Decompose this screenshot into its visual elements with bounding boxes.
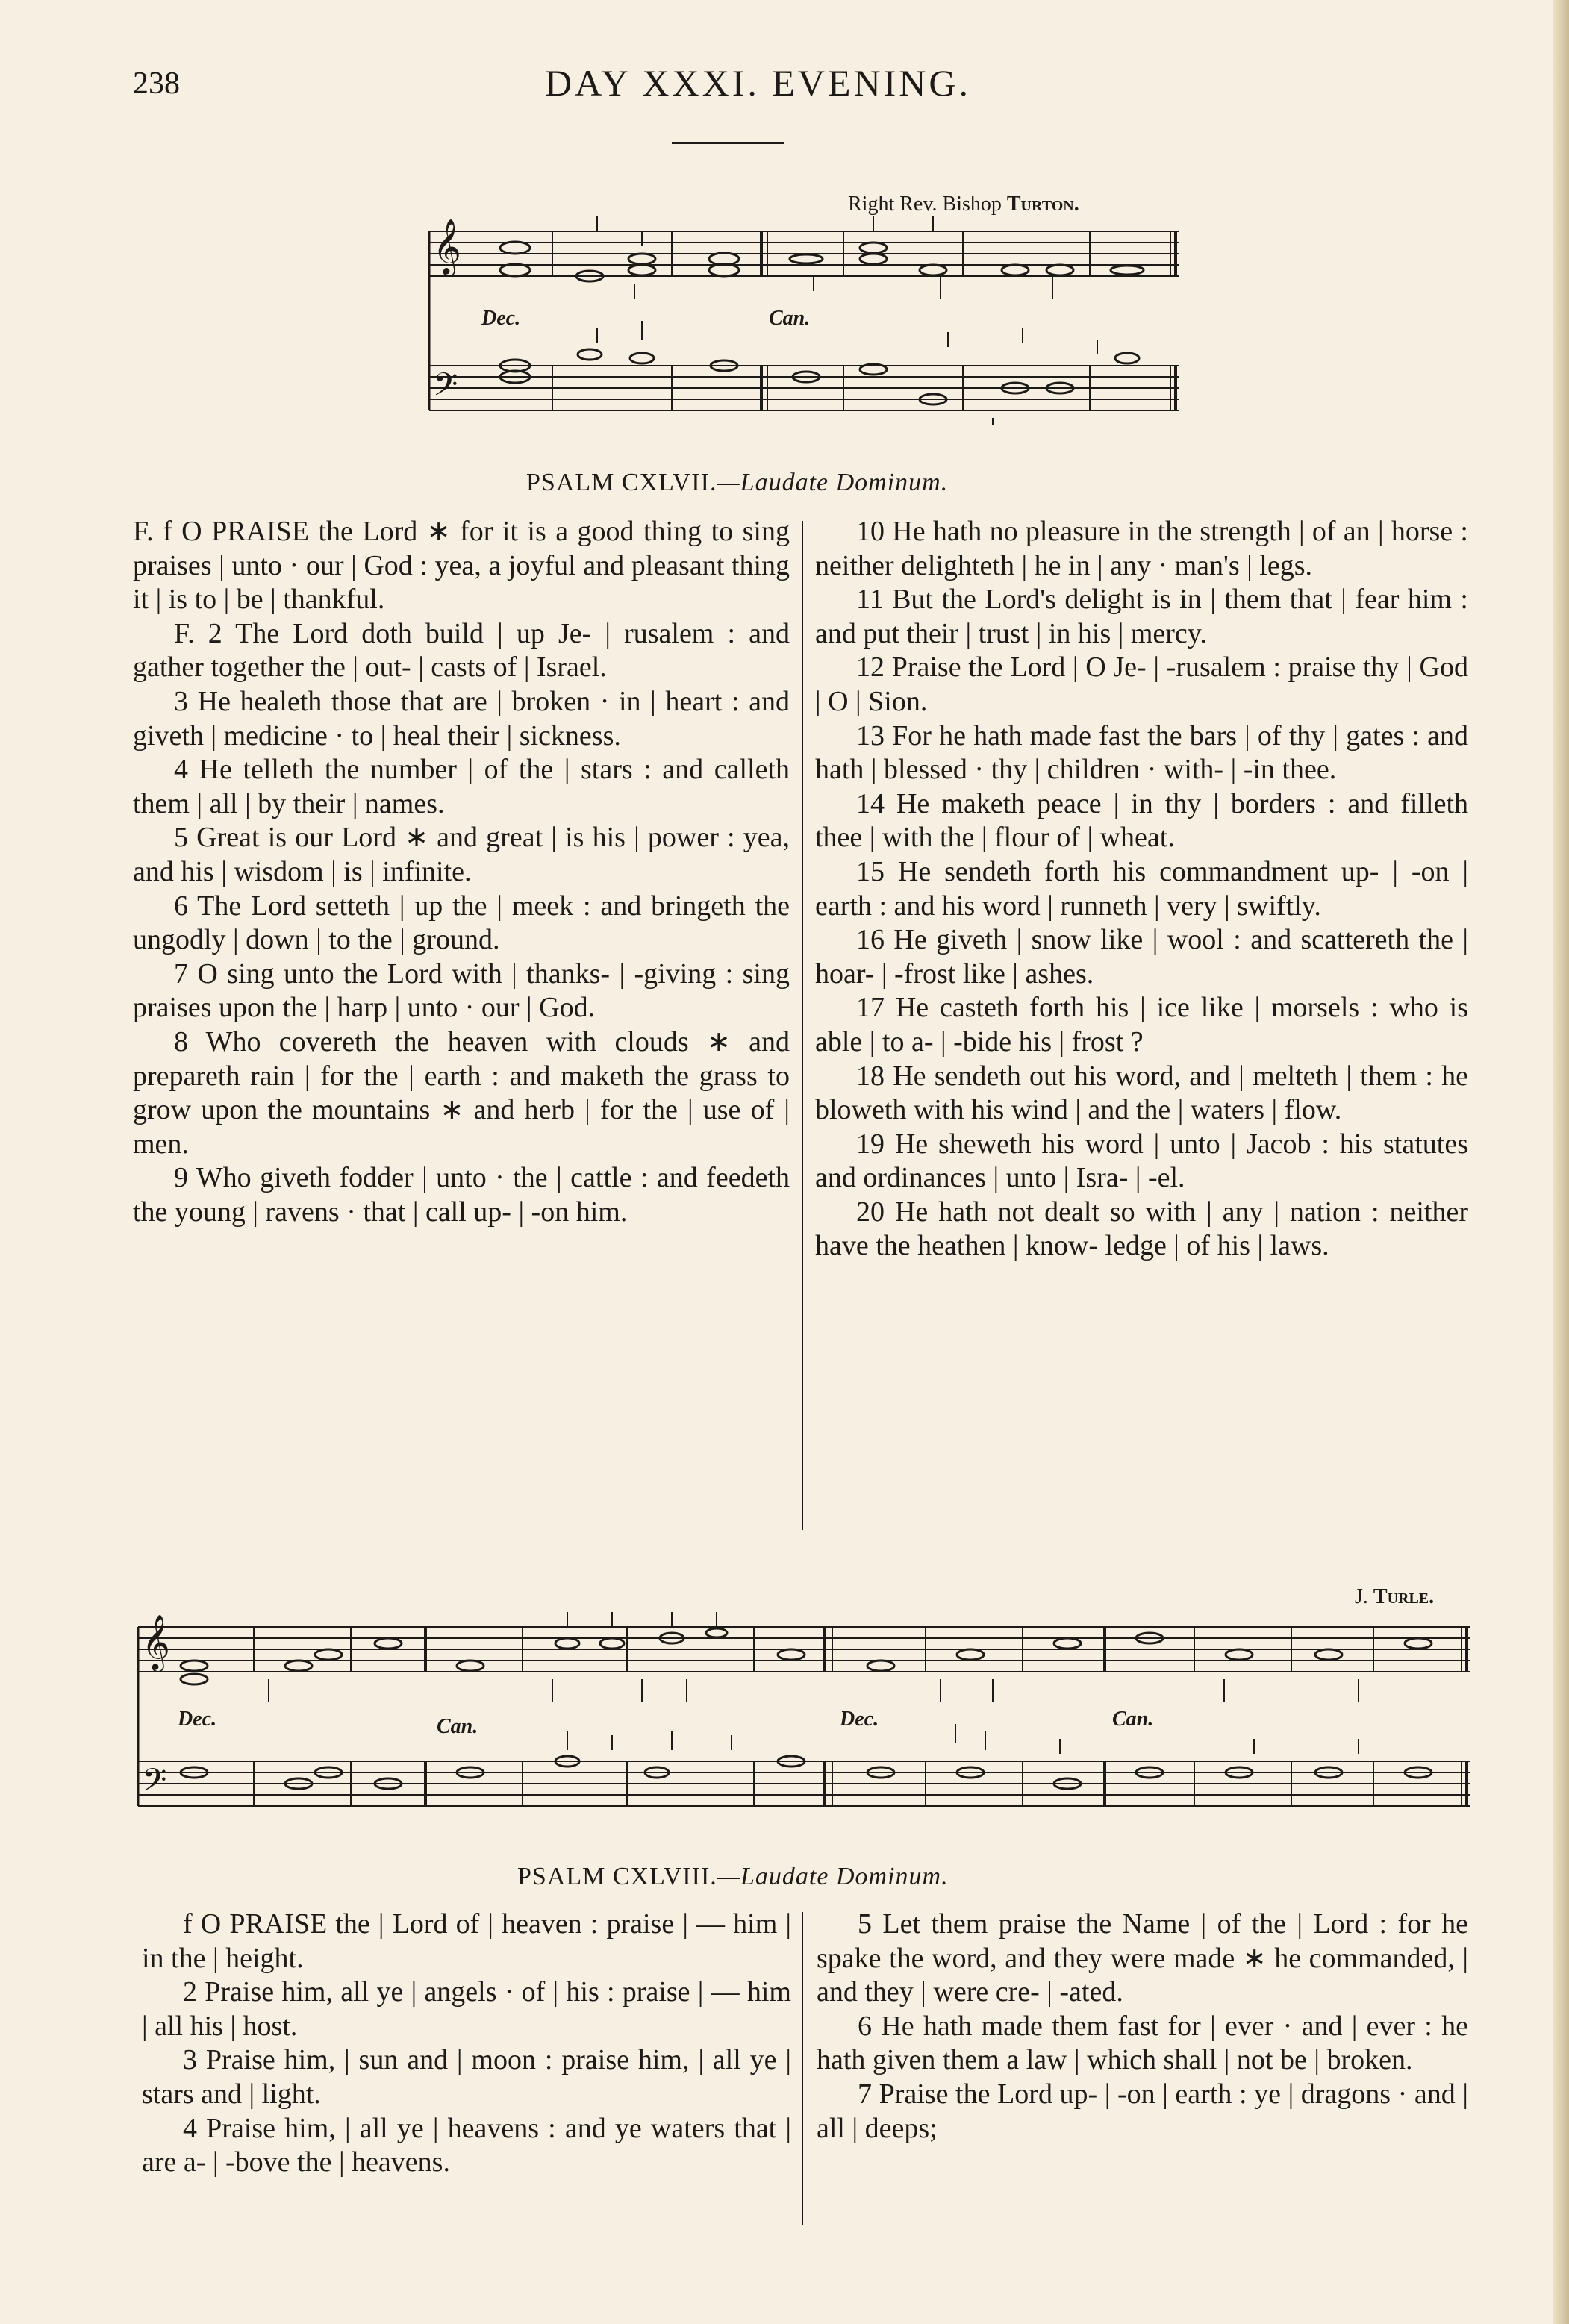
page-number: 238 xyxy=(133,66,180,101)
verse: 20 He hath not dealt so with | any | nation : neither have the heathen | know- ledge | of his | laws. xyxy=(815,1196,1468,1262)
verse: 12 Praise the Lord | O Je- | -rusalem : praise thy | God | O | Sion. xyxy=(815,652,1468,717)
verse: 7 O sing unto the Lord with | thanks- | -giving : sing praises upon the | harp | unto · our | God. xyxy=(133,958,790,1024)
chant1-can-label: Can. xyxy=(769,307,811,330)
verse: 16 He giveth | snow like | wool : and scattereth the | hoar- | -frost like | ashes. xyxy=(815,924,1468,990)
verse: F. 2 The Lord doth build | up Je- | rusalem : and gather together the | out- | casts of | Israel. xyxy=(133,617,790,684)
chant2-can-label-2: Can. xyxy=(1112,1708,1154,1731)
chant2-music-score xyxy=(134,1612,1478,1828)
verse: 19 He sheweth his word | unto | Jacob : his statutes and ordinances | unto | Isra- | -el. xyxy=(815,1128,1468,1194)
verse: 5 Let them praise the Name | of the | Lord : for he spake the word, and they were made ∗ he commanded, | and they | were cre- | -ated. xyxy=(817,1908,1468,2008)
psalm147-number: PSALM CXLVII. xyxy=(526,469,717,496)
verse: 4 He telleth the number | of the | stars : and calleth them | all | by their | names. xyxy=(133,754,790,819)
verse: 6 He hath made them fast for | ever · and | ever : he hath given them a law | which shall | not be | broken. xyxy=(817,2010,1468,2076)
chant2-composer xyxy=(1355,1585,1434,1609)
verse: 2 Praise him, all ye | angels · of | his : praise | — him | all his | host. xyxy=(142,1976,791,2042)
verse: 14 He maketh peace | in thy | borders : and filleth thee | with the | flour of | wheat. xyxy=(815,787,1468,854)
treble-clef-icon: 𝄞 xyxy=(433,219,461,275)
verse: 9 Who giveth fodder | unto · the | cattle : and feedeth the young | ravens · that | call up- | -on him. xyxy=(133,1162,790,1228)
verse: 15 He sendeth forth his commandment up- | -on | earth : and his word | runneth | very | swiftly. xyxy=(815,855,1468,922)
verse: 5 Great is our Lord ∗ and great | is his | power : yea, and his | wisdom | is | infinite. xyxy=(133,822,790,887)
chant2-dec-label: Dec. xyxy=(178,1708,217,1731)
chant1-composer-name: Turton. xyxy=(1006,193,1079,216)
verse: 3 He healeth those that are | broken · in | heart : and giveth | medicine · to | heal their | sickness. xyxy=(133,685,790,752)
psalm148-right-column xyxy=(817,1908,1468,2146)
bass-clef-icon: 𝄢 xyxy=(142,1762,167,1807)
chant1-dec-label: Dec. xyxy=(481,307,521,330)
bass-clef-icon: 𝄢 xyxy=(433,366,458,411)
chant2-dec-label-2: Dec. xyxy=(840,1708,879,1731)
column-divider xyxy=(802,521,803,1530)
verse: 8 Who covereth the heaven with clouds ∗ and prepareth rain | for the | earth : and maketh the grass to grow upon the mountains ∗ and herb | for the | use of | men. xyxy=(133,1025,790,1160)
chant1-music-score xyxy=(425,216,1187,425)
psalm148-number: PSALM CXLVIII. xyxy=(517,1863,717,1890)
verse: 3 Praise him, | sun and | moon : praise him, | all ye | stars and | light. xyxy=(142,2044,791,2110)
verse: 7 Praise the Lord up- | -on | earth : ye | dragons · and | all | deeps; xyxy=(817,2078,1468,2144)
verse: 6 The Lord setteth | up the | meek : and bringeth the ungodly | down | to the | ground. xyxy=(133,890,790,956)
chant2-can-label: Can. xyxy=(437,1715,478,1738)
verse: 18 He sendeth out his word, and | melteth | them : he bloweth with his wind | and the | waters | flow. xyxy=(815,1060,1468,1126)
psalm148-title xyxy=(517,1863,949,1891)
psalm147-left-column xyxy=(133,515,790,1229)
psalm147-right-column xyxy=(815,515,1468,1263)
psalm148-left-column xyxy=(142,1908,791,2180)
psalm147-latin: —Laudate Dominum. xyxy=(717,469,949,496)
chant1-composer xyxy=(848,193,1079,216)
verse: 11 But the Lord's delight is in | them that | fear him : and put their | trust | in his | mercy. xyxy=(815,584,1468,649)
verse: 4 Praise him, | all ye | heavens : and ye waters that | are a- | -bove the | heavens. xyxy=(142,2112,791,2178)
column-divider-2 xyxy=(802,1912,803,2225)
verse: F. f O PRAISE the Lord ∗ for it is a good thing to sing praises | unto · our | God : yea, a joyful and pleasant thing it | is to | be | thankful. xyxy=(133,516,790,616)
header-rule xyxy=(672,142,784,144)
chant1-composer-prefix: Right Rev. Bishop xyxy=(848,193,1002,216)
treble-clef-icon: 𝄞 xyxy=(142,1615,170,1670)
chant2-composer-name: Turle. xyxy=(1373,1585,1435,1608)
chant2-composer-prefix: J. xyxy=(1355,1585,1368,1608)
running-head: DAY XXXI. EVENING. xyxy=(545,62,972,104)
verse: 17 He casteth forth his | ice like | morsels : who is able | to a- | -bide his | frost ? xyxy=(815,992,1468,1058)
psalm147-title xyxy=(526,469,948,497)
page-edge-shadow xyxy=(1553,0,1569,2324)
verse: 13 For he hath made fast the bars | of thy | gates : and hath | blessed · thy | children · with- | -in thee. xyxy=(815,719,1468,786)
psalm148-latin: —Laudate Dominum. xyxy=(717,1863,949,1890)
verse: f O PRAISE the | Lord of | heaven : praise | — him | in the | height. xyxy=(142,1908,791,1974)
verse: 10 He hath no pleasure in the strength | of an | horse : neither delighteth | he in | any · man's | legs. xyxy=(815,516,1468,581)
